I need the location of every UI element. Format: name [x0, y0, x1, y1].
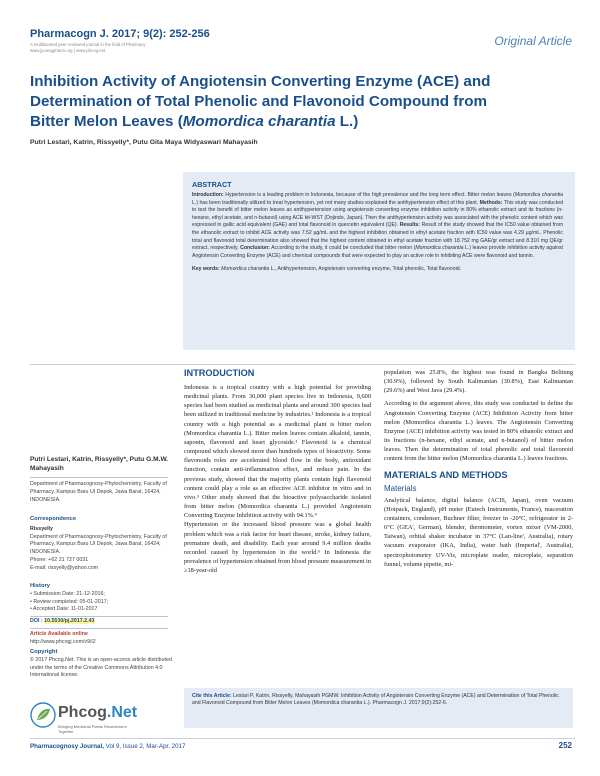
abstract-species: Momordica charantia [514, 192, 563, 198]
sidebar-history [30, 583, 173, 614]
abstract-segment: This study was conducted to test the benefit of bitter melon leaves as antihypertension using angiotensin converting enzyme inhibition activity in 80% ethanolic extract and its fractions (n-hexane, ethyl acetate, and n-butanol) using ACE kit-WST (Dojindo, Japan). Then the antihypertension activity was associated with the phenolic content which was expressed in gallic acid equivalent (GAE) and total flavonoid in quercetin equivalent (QE). [192, 199, 563, 229]
correspondence-phone: Phone: +62 21 727 0031 [30, 556, 89, 563]
body-paragraph: Indonesia is a tropical country with a high potential for providing medicinal plants. From 30,000 plant species live in Indonesia, 9,600 species had been studied as medicinal plants and around 300 species had been utilized in traditional medicine by industries.¹ Indonesia is a tropical country with a high potential as a medicinal plant is bitter melon (Momordica charantia L.). Bitter melon leaves contain alkaloid, tannin, saponin, flavonoid and heart glycoside.² Flavonoid is a chemical compound which showed more than hundreds types of bioactivity. Some flavonoids roles are accelerated blood flow in the body, antioxidant function, contain anti-inflammation effect, and reduce pain. In the previous study, showed that the majority plants contain high flavonoid content could play a role as an effective ACE inhibitor in vitro and in vivo.³ Other study showed that the bioactive polysaccharide isolated from bitter melon (Momordica charantia L.) provided Angiotensin Converting Enzyme Inhibition activity with 94.1%.⁴ [184, 384, 371, 520]
abstract-heading: ABSTRACT [192, 180, 232, 189]
correspondence-address: Department of Pharmacognosy-Phytochemistry, Faculty of Pharmacy, Kampus Baru UI Depok, Jawa Barat, 16424, INDONESIA. [30, 533, 167, 556]
body-paragraph: Hypertension or the increased blood pressure was a global health problem which was a risk factor for heart disease, stroke, kidney failure, premature death, and disability. Each year around 9.4 million deaths recorded caused by hypertension in the world.⁵ In Indonesia the prevalence of hypertension obtained from blood pressure measurement in ≥18-year-old [184, 521, 371, 575]
introduction-heading: INTRODUCTION [184, 368, 255, 378]
abstract-segment: Hypertension is a leading problem in Indonesia, because of the high prevalence and the long term effect. Bitter melon leaves ( [223, 192, 515, 198]
journal-citation-header: Pharmacogn J. 2017; 9(2): 252-256 [30, 28, 210, 40]
history-text: Accepted Date: 11-01-2017 [33, 606, 98, 613]
body-column-right [384, 368, 573, 569]
journal-website-line: www.jyoungpharm.org | www.phcog.net [30, 48, 106, 53]
abstract-label: Results: [399, 222, 420, 229]
sidebar-availability [30, 631, 173, 647]
keywords-species: Momordica charantia [219, 266, 270, 273]
copyright-heading: Copyright [30, 649, 58, 655]
body-paragraph: population was 25.8%, the highest was found in Bangka Belitung (30.9%), followed by South Kalimantan (30.8%), East Kalimantan (29.6%) and West Java (29.4%). [384, 369, 573, 395]
abstract-box [183, 172, 575, 350]
abstract-label: Conclusion: [240, 245, 270, 252]
keywords [192, 266, 563, 274]
author-list: Putri Lestari, Katrin, Rissyelly*, Putu Gita Maya Widyaswari Mahayasih [30, 139, 258, 146]
footer-divider [30, 738, 575, 739]
history-item: • Accepted Date: 11-01-2017 [30, 606, 98, 613]
title-line: Determination of Total Phenolic and Flavonoid Compound from [30, 93, 488, 110]
abstract-segment: L.) has been traditionally utilized to treat hypertension, yet not many studies explained the antihypertension effect of this plant. [192, 199, 480, 206]
title-text: Bitter Melon Leaves ( [30, 113, 183, 130]
citation-box [184, 688, 573, 728]
footer-journal: Pharmacognosy Journal, [30, 743, 104, 750]
abstract-label: Introduction: [192, 192, 224, 198]
journal-subtitle [30, 42, 260, 54]
abstract-text [192, 192, 563, 260]
journal-subtitle-line: A multifaceted peer reviewed journal in the field of Pharmacy [30, 42, 146, 47]
doi-label: DOI : [30, 618, 45, 624]
sidebar-authors: Putri Lestari, Katrin, Rissyelly*, Putu G.M.W. Mahayasih [30, 456, 169, 472]
availability-url[interactable]: http://www.phcogj.com/v9/i2 [30, 638, 96, 645]
sidebar-affiliation: Department of Pharmacognosy-Phytochemistry, Faculty of Pharmacy, Kampus Baru UI Depok, Jawa Barat, 16424, INDONESIA. [30, 481, 167, 503]
sidebar-divider [30, 616, 168, 617]
page-number: 252 [558, 741, 572, 750]
materials-heading: Materials [384, 483, 417, 493]
history-item: • Review completed: 05-01-2017; [30, 598, 109, 605]
sidebar-copyright [30, 649, 173, 680]
copyright-text: © 2017 Phcog.Net. This is an open-access article distributed under the terms of the Creative Commons Attribution 4.0 International license. [30, 656, 172, 679]
history-heading: History [30, 583, 50, 589]
title-species: Momordica charantia [182, 113, 336, 130]
phcog-logo [30, 702, 170, 742]
article-type-tag: Original Article [494, 34, 572, 48]
logo-tagline: Bringing Medicinal Plants Researchers Together [58, 724, 127, 734]
availability-heading: Article Available online [30, 631, 88, 637]
abstract-segment: According to the study, it could be concluded that bitter melon ( [269, 245, 416, 252]
doi-link[interactable]: 10.5530/pj.2017.2.43 [44, 618, 95, 624]
sidebar-divider [30, 477, 168, 478]
abstract-species: Momordica charantia [415, 245, 464, 252]
abstract-segment: Result of the study showed that the IC50 value obtained from the ethanolic extract to inhibit ACE activity was 7.52 µg/mL and the highest inhibition obtained in ethyl acetate fraction with IC50 value was 4.29 µg/mL. Phenolic total and flavonoid total determination also showed that the highest content obtained in ethyl acetate fraction with 18.752 mg GAE/gr extract and 8.310 mg QE/gr extract, respectively. [192, 222, 563, 252]
title-text: L.) [335, 113, 359, 130]
correspondence-name: Rissyelly [30, 525, 53, 532]
section-divider [30, 364, 575, 365]
body-paragraph: According to the argument above, this study was conducted to define the Angiotensin Converting Enzyme (ACE) Inhibition Activity from bitter melon (Momordica charantia L.) leaves. The Angiotensin Converting Enzyme (ACE) inhibition activity was tested in 80% ethanolic extract and its fractions (n-hexane, ethyl acetate, and n-butanol) of bitter melon leaves. Then the determination of total phenolic and total flavonoid content from the bitter melon (Momordica charantia L.) leaves fractions. [384, 400, 573, 463]
title-line [30, 112, 575, 132]
article-title [30, 72, 575, 132]
history-item: • Submission Date: 21-12-2016; [30, 590, 105, 597]
correspondence-email[interactable]: E-mail: rissyelly@yahoo.com [30, 564, 99, 571]
body-paragraph: Analytical balance, digital balance (ACIS, Japan), oven vacuum (Hotpack, England), pH meter (Eutech Instruments, France), maceration containers, condenser, Buchner filter, freezer in -20°C, refrigerator in 2-6°C (GEA', German), blender, thermometer, vortex mixer (VM-2000, Taiwan), orbital shaker incubator in 37°C (Lan-line', Australia), rotary vacuum evaporator (IKA, India), water bath (Imperial', Australia), spectrophotometry UV-Vis, microplate reader, microplate, separation funnel, volume pipette, mi- [384, 496, 573, 568]
phcog-leaf-icon [30, 702, 56, 728]
logo-name-b: .Net [106, 704, 138, 721]
footer-issue: Vol 9, Issue 2, Mar-Apr, 2017 [103, 743, 186, 750]
keywords-label: Key words: [192, 266, 220, 273]
sidebar-doi [30, 618, 173, 626]
footer-journal-info [30, 743, 185, 750]
methods-heading: MATERIALS AND METHODS [384, 469, 508, 480]
sidebar-correspondence [30, 516, 173, 573]
logo-name-a: Phcog [58, 704, 107, 721]
abstract-segment: L.) leaves provide inhibition activity against Angiotensin Converting Enzyme (ACE) and chemical compounds that were expected to play an active role in inhibiting ACE were flavonoid and tannin. [192, 245, 563, 259]
body-column-left [184, 368, 371, 575]
history-text: Review completed: 05-01-2017; [33, 598, 109, 605]
citation-label: Cite this Article: [192, 693, 232, 699]
citation-text: Lestari P, Katrin, Rissyelly, Mahayasih PGMW. Inhibition Activity of Angiotensin Converting Enzyme (ACE) and Determination of Total Phenolic and Flavonoid Compound from Bitter Melon Leaves (Momordica charantia L.). Pharmacogn J. 2017;9(2):252-6. [192, 693, 559, 707]
logo-wordmark [58, 704, 137, 722]
title-line: Inhibition Activity of Angiotensin Converting Enzyme (ACE) and [30, 73, 491, 90]
sidebar-divider [30, 628, 168, 629]
history-text: Submission Date: 21-12-2016; [33, 590, 105, 597]
abstract-label: Methods: [479, 199, 503, 206]
correspondence-heading: Correspondence [30, 516, 77, 522]
keywords-text: L., Antihypertension, Angiotensin converting enzyme, Total phenolic, Total flavonoid. [269, 266, 462, 273]
